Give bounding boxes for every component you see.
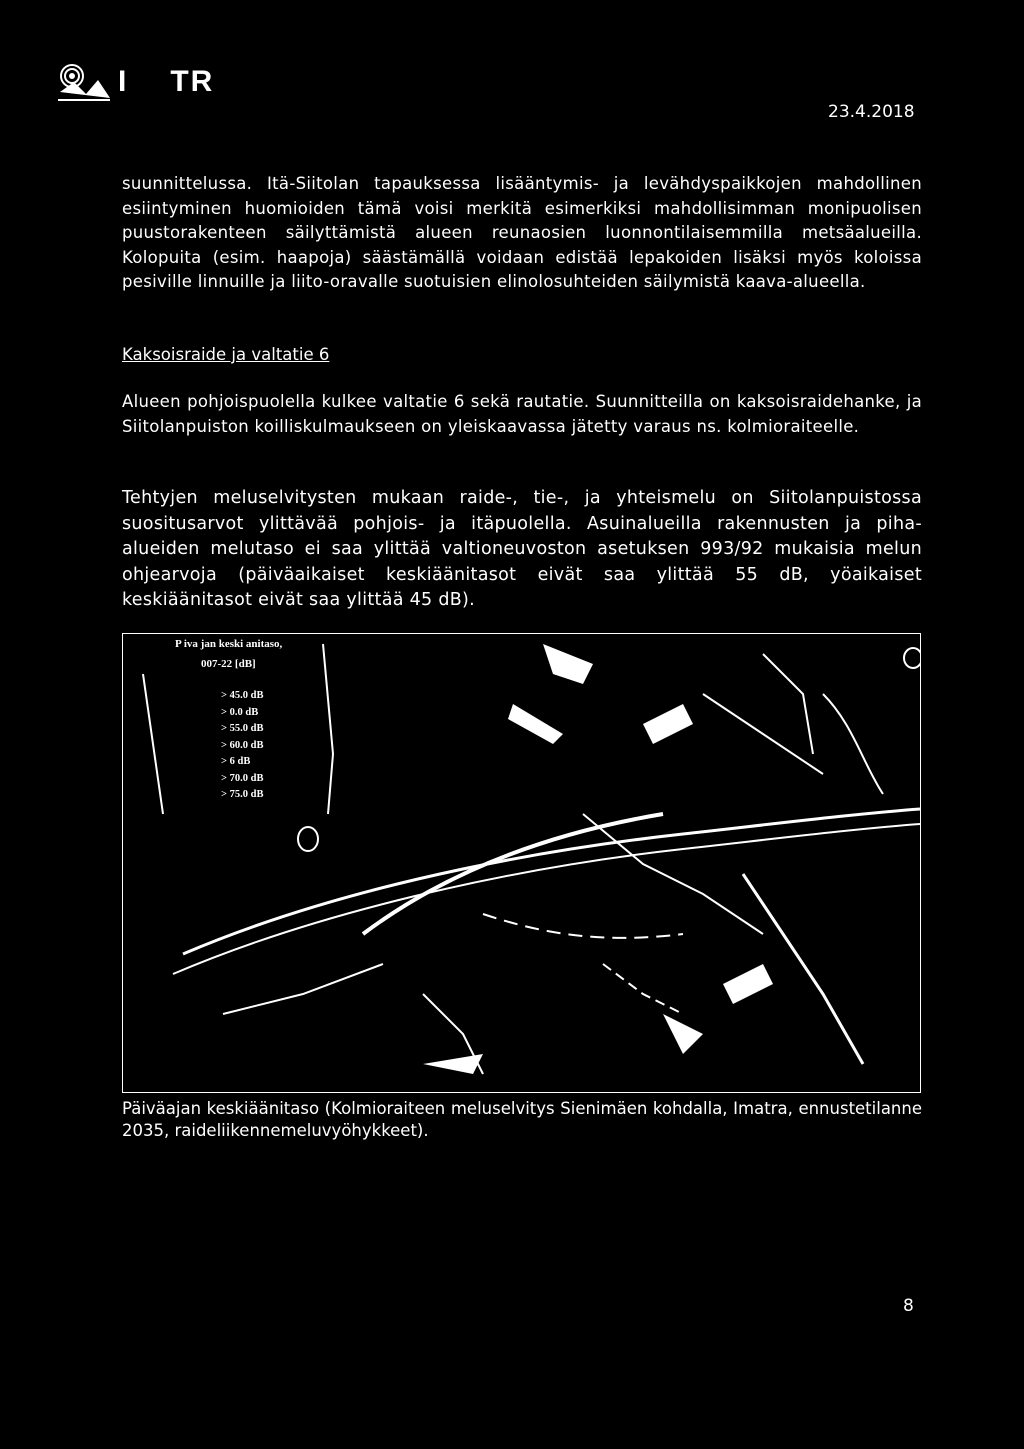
legend-items [221,690,339,806]
noise-map [122,633,921,1093]
legend-item: > 75.0 dB [221,789,264,800]
legend-title: P iva jan keski anitaso, [175,638,283,650]
legend-item: > 6 dB [221,756,251,767]
legend-item: > 70.0 dB [221,772,264,784]
legend-item: > 55.0 dB [221,723,264,734]
paragraph-2: Alueen pohjoispuolella kulkee valtatie 6 sekä rautatie. Suunnitteilla on kaksoisraidehanke, ja Siitolanpuiston koilliskulmaukseen on yleiskaavassa jätetty varaus ns. kolmioraiteelle. [122,392,922,436]
legend-item: > 0.0 dB [221,706,259,718]
legend-item: > 45.0 dB [221,690,264,701]
section-heading: Kaksoisraide ja valtatie 6 [122,345,330,364]
paragraph-3: Tehtyjen meluselvitysten mukaan raide-, tie-, ja yhteismelu on Siitolanpuistossa suositusarvot ylittävää pohjois- ja itäpuolella. Asuinalueilla rakennusten ja piha-alueiden melutaso ei saa ylittää valtioneuvoston asetuksen 993/92 mukaisia melun ohjearvoja (päiväaikaiset keskiäänitasot eivät saa ylittää 55 dB, yöaikaiset keskiäänitasot eivät saa ylittää 45 dB). [122,488,922,610]
page-number: 8 [903,1296,914,1316]
logo [56,62,214,102]
legend-subtitle: 007-22 [dB] [201,658,256,670]
logo-text: I TR [118,65,215,98]
map-legend [175,638,339,806]
paragraph-1: suunnittelussa. Itä-Siitolan tapauksessa lisääntymis- ja levähdyspaikkojen mahdollinen esiintyminen huomioiden tämä voisi merkitä esimerkiksi mahdollisimman monipuolisen puustorakenteen säilyttämistä alueen reunaosien luonnontilaisemmilla metsäalueilla. Kolopuita (esim. haapoja) säästämällä voidaan edistää lepakoiden lisäksi myös koloissa pesiville linnuille ja liito-oravalle suotuisien elinolosuhteiden säilymistä kaava-alueella. [122,174,922,291]
logo-wave-icon [56,62,112,102]
figure-caption: Päiväajan keskiäänitaso (Kolmioraiteen meluselvitys Sienimäen kohdalla, Imatra, ennustetilanne 2035, raideliikennemeluvyöhykkeet). [122,1099,922,1140]
legend-item: > 60.0 dB [221,739,264,751]
document-date: 23.4.2018 [828,102,915,122]
